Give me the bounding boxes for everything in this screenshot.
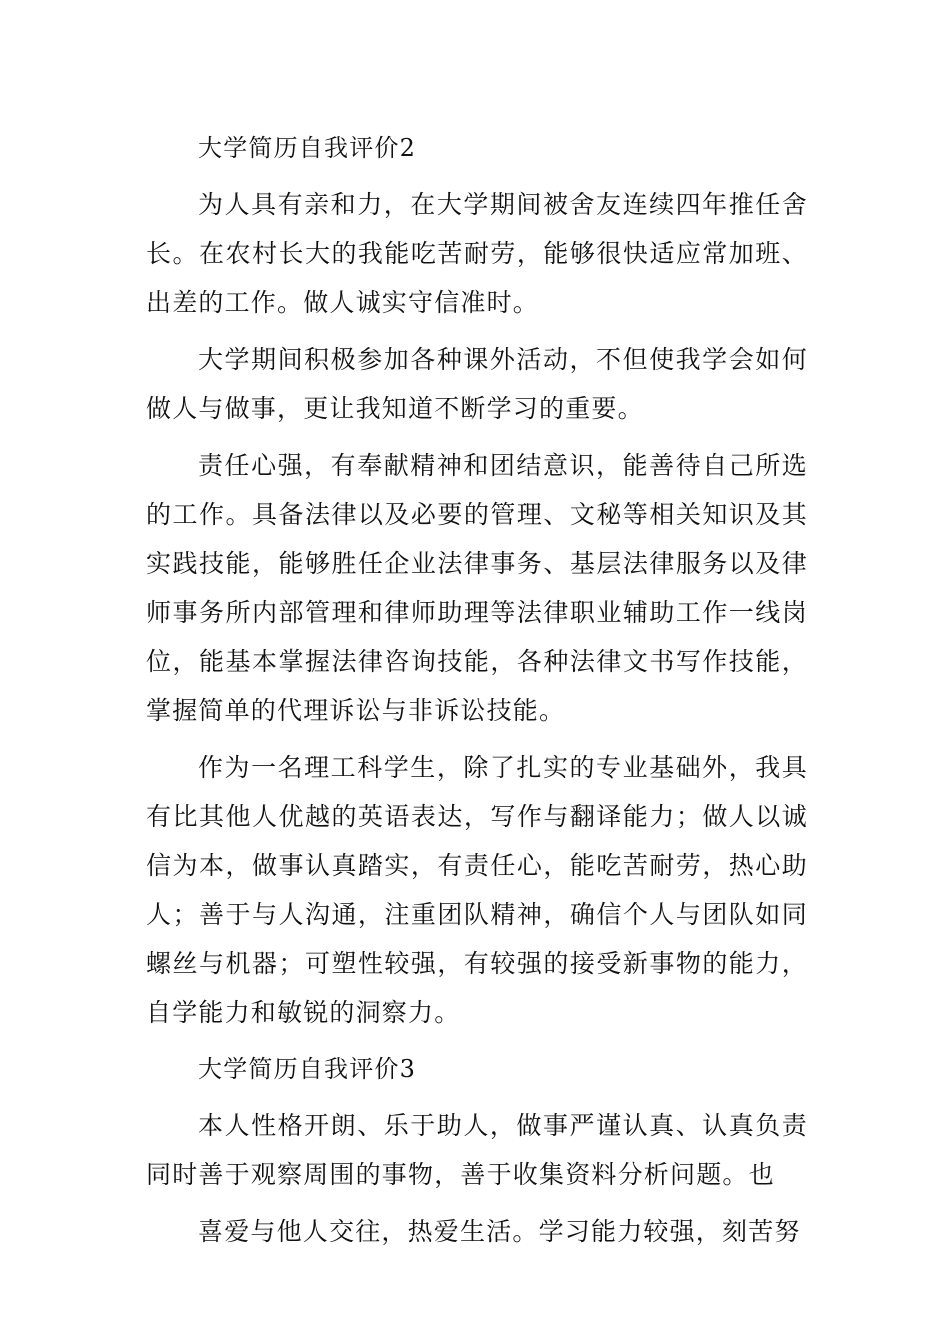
section-heading: 大学简历自我评价3 — [198, 1055, 417, 1083]
paragraph: 大学期间积极参加各种课外活动，不但使我学会如何做人与做事，更让我知道不断学习的重要。 — [146, 345, 808, 423]
section-self-evaluation-3 — [146, 1045, 808, 1256]
section-self-evaluation-2 — [146, 124, 808, 1037]
paragraph: 为人具有亲和力，在大学期间被舍友连续四年推任舍长。在农村长大的我能吃苦耐劳，能够很快适应常加班、出差的工作。做人诚实守信准时。 — [146, 190, 808, 317]
document-body — [146, 124, 808, 1264]
paragraph: 作为一名理工科学生，除了扎实的专业基础外，我具有比其他人优越的英语表达，写作与翻译能力；做人以诚信为本，做事认真踏实，有责任心，能吃苦耐劳，热心助人；善于与人沟通，注重团队精神，确信个人与团队如同螺丝与机器；可塑性较强，有较强的接受新事物的能力，自学能力和敏锐的洞察力。 — [146, 753, 808, 1027]
paragraph: 本人性格开朗、乐于助人，做事严谨认真、认真负责同时善于观察周围的事物，善于收集资料分析问题。也 — [146, 1111, 808, 1189]
paragraph: 责任心强，有奉献精神和团结意识，能善待自己所选的工作。具备法律以及必要的管理、文秘等相关知识及其实践技能，能够胜任企业法律事务、基层法律服务以及律师事务所内部管理和律师助理等法律职业辅助工作一线岗位，能基本掌握法律咨询技能，各种法律文书写作技能，掌握简单的代理诉讼与非诉讼技能。 — [146, 451, 808, 725]
section-heading: 大学简历自我评价2 — [198, 134, 417, 162]
paragraph: 喜爱与他人交往，热爱生活。学习能力较强，刻苦努 — [198, 1217, 801, 1246]
